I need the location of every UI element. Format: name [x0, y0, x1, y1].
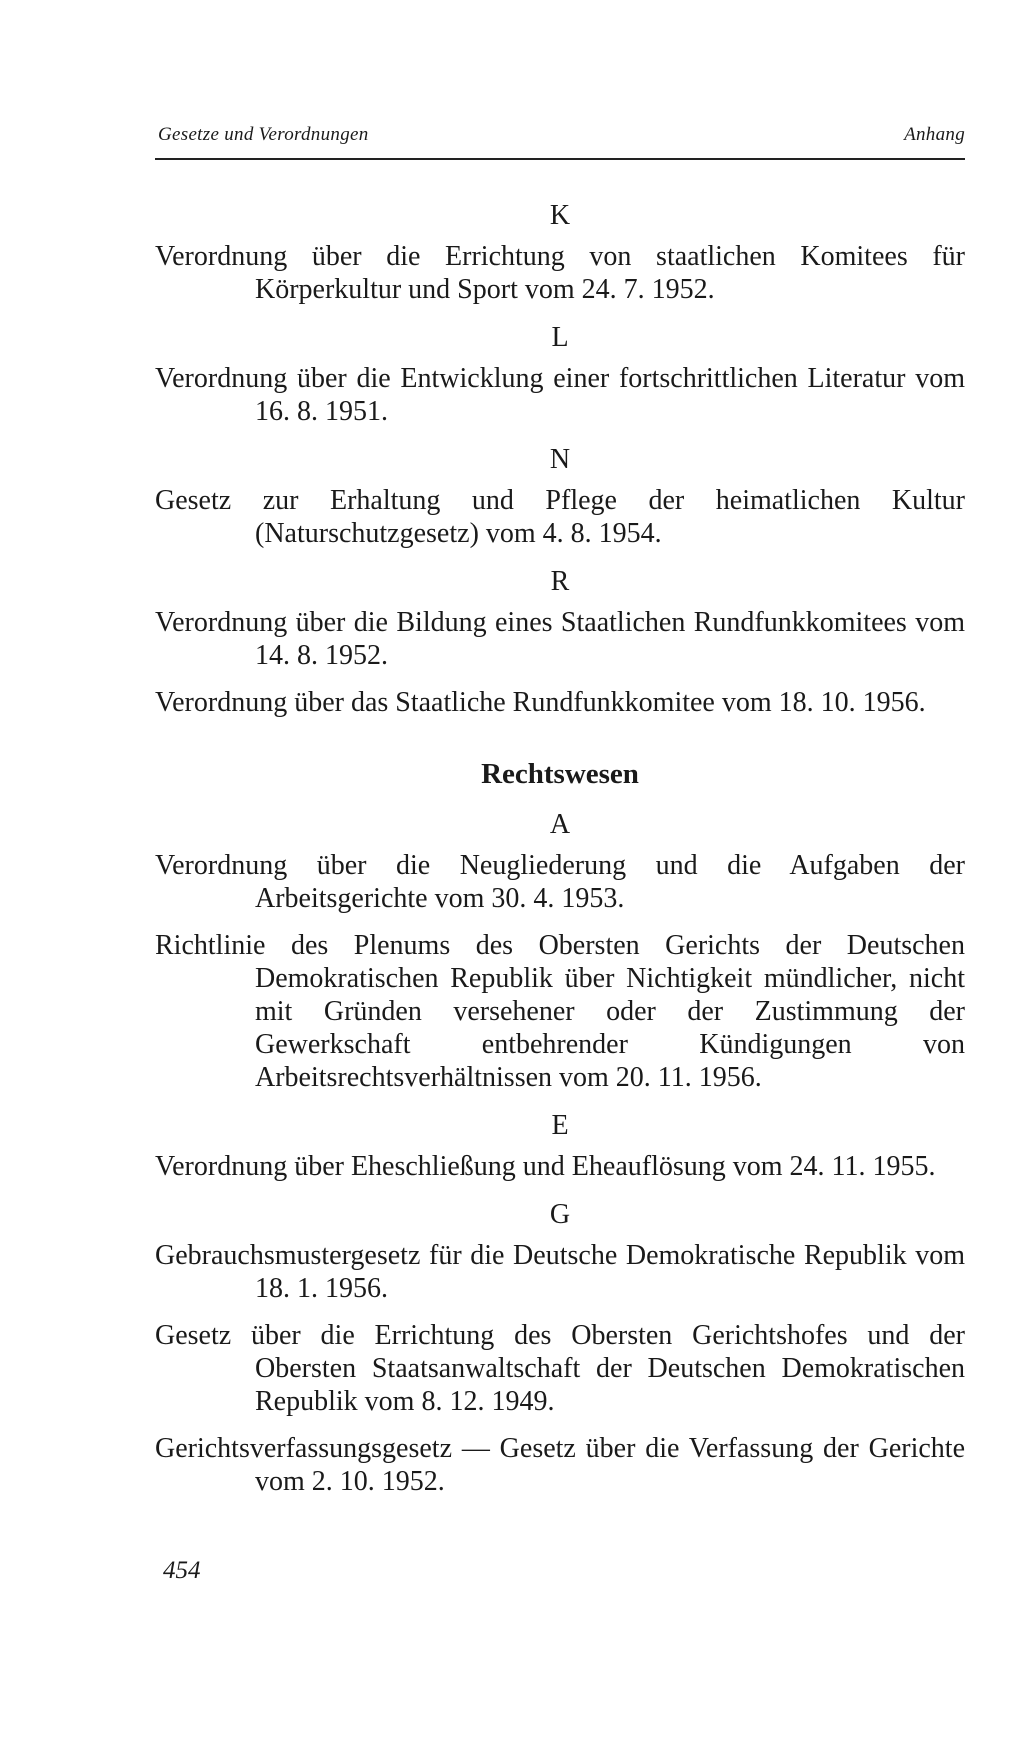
index-entry: Gesetz über die Errichtung des Obersten Gerichtshofes und der Obersten Staatsanwaltschaft der Deutschen Demokratischen Republik vom 8. 12. 1949. [155, 1320, 965, 1417]
index-entry: Verordnung über die Neugliederung und die Aufgaben der Arbeitsgerichte vom 30. 4. 1953. [155, 850, 965, 914]
running-header [155, 118, 965, 160]
index-content [155, 198, 965, 1512]
page-number: 454 [163, 1557, 201, 1584]
index-entry: Gesetz zur Erhaltung und Pflege der heimatlichen Kultur (Naturschutzgesetz) vom 4. 8. 1954. [155, 485, 965, 549]
index-entry: Verordnung über die Entwicklung einer fortschrittlichen Literatur vom 16. 8. 1951. [155, 363, 965, 427]
index-letter: A [549, 809, 571, 840]
index-letter: K [549, 200, 571, 231]
header-left-title: Gesetze und Verordnungen [158, 124, 369, 145]
index-entry: Gebrauchsmustergesetz für die Deutsche Demokratische Republik vom 18. 1. 1956. [155, 1240, 965, 1304]
index-entry: Verordnung über das Staatliche Rundfunkkomitee vom 18. 10. 1956. [155, 687, 926, 718]
index-entry: Verordnung über Eheschließung und Eheauflösung vom 24. 11. 1955. [155, 1151, 936, 1182]
index-letter: L [551, 322, 569, 353]
index-entry: Verordnung über die Errichtung von staatlichen Komitees für Körperkultur und Sport vom 24. 7. 1952. [155, 241, 965, 305]
index-entry: Richtlinie des Plenums des Obersten Gerichts der Deutschen Demokratischen Republik über Nichtigkeit mündlicher, nicht mit Gründen versehener oder der Zustimmung der Gewerkschaft entbehrender Kündigungen von Arbeitsrechtsverhältnissen vom 20. 11. 1956. [155, 930, 965, 1093]
index-letter: N [549, 444, 571, 475]
index-letter: R [550, 566, 570, 597]
index-letter: E [551, 1110, 569, 1141]
index-entry: Gerichtsverfassungsgesetz — Gesetz über die Verfassung der Gerichte vom 2. 10. 1952. [155, 1433, 965, 1497]
index-letter: G [549, 1199, 571, 1230]
section-title: Rechtswesen [481, 758, 639, 790]
index-entry: Verordnung über die Bildung eines Staatlichen Rundfunkkomitees vom 14. 8. 1952. [155, 607, 965, 671]
header-right-title: Anhang [904, 124, 965, 145]
